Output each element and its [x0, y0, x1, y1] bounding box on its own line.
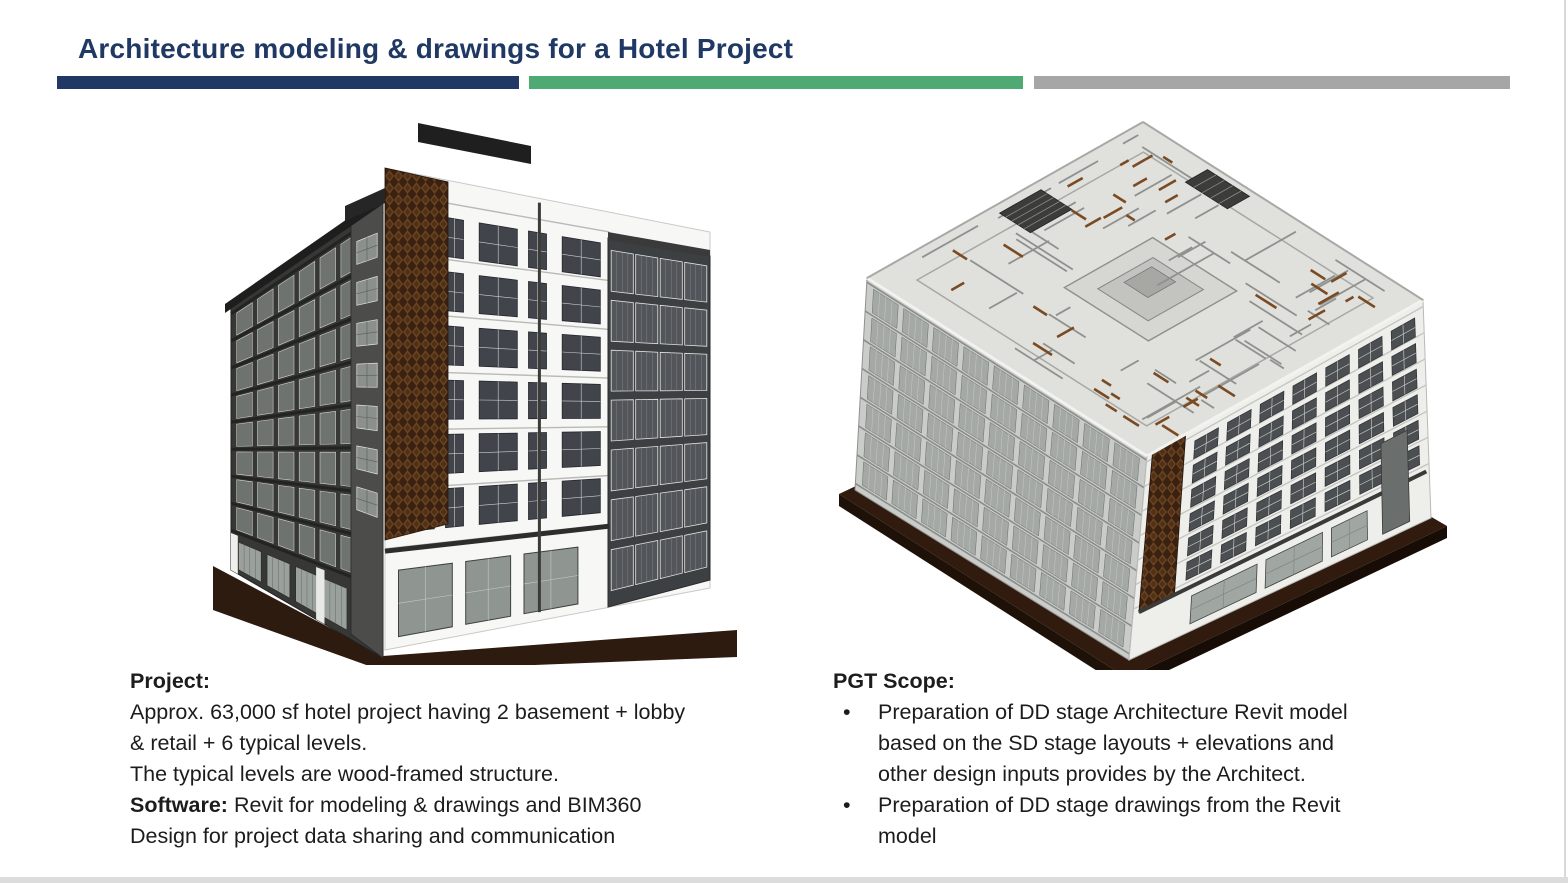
text-line: Approx. 63,000 sf hotel project having 2 basement + lobby — [130, 700, 686, 724]
bullet-item — [833, 790, 1473, 852]
text-line: other design inputs provides by the Architect. — [878, 762, 1306, 786]
project-details-panel — [130, 666, 790, 852]
text-line: model — [878, 824, 937, 848]
slide-bottom-strip — [0, 877, 1568, 883]
bullet-text — [878, 790, 1340, 852]
bullet-text — [878, 697, 1348, 790]
hotel-cutaway-render-image — [825, 110, 1465, 670]
text-line: Project: — [130, 669, 211, 693]
bullet-marker: • — [843, 700, 851, 724]
scope-heading: PGT Scope: — [833, 669, 955, 693]
text-line: Preparation of DD stage Architecture Revit model — [878, 700, 1348, 724]
text-line: Preparation of DD stage drawings from the Revit — [878, 793, 1341, 817]
text-line: The typical levels are wood-framed structure. — [130, 762, 559, 786]
accent-bar-green — [529, 76, 1023, 89]
accent-bar-navy — [57, 76, 519, 89]
bullet-item — [833, 697, 1473, 790]
text-line: & retail + 6 typical levels. — [130, 731, 368, 755]
bullet-marker: • — [843, 793, 851, 817]
page-title: Architecture modeling & drawings for a Hotel Project — [78, 33, 794, 64]
pgt-scope-panel — [833, 666, 1473, 852]
text-line: Design for project data sharing and communication — [130, 824, 616, 848]
text-line: Software: Revit for modeling & drawings and BIM360 — [130, 793, 642, 817]
accent-bar-gray — [1034, 76, 1510, 89]
slide-right-edge-line — [1564, 0, 1566, 877]
text-line: based on the SD stage layouts + elevations and — [878, 731, 1334, 755]
hotel-exterior-render-image — [205, 110, 765, 665]
